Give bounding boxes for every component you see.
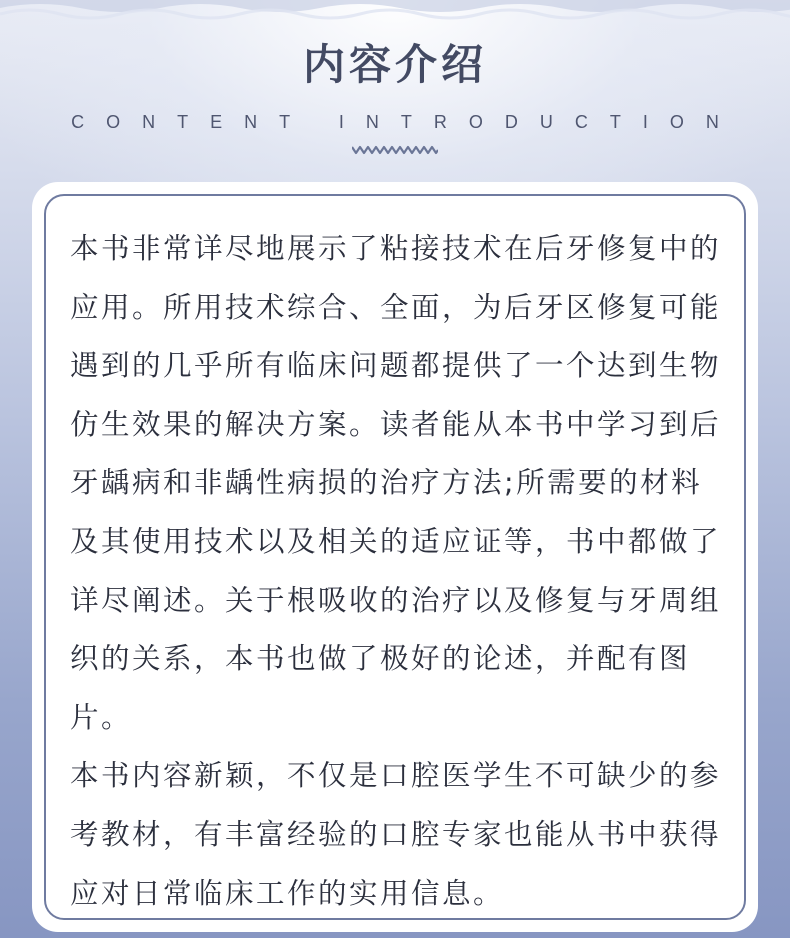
top-wave-decoration bbox=[0, 0, 790, 28]
zigzag-divider bbox=[352, 144, 438, 156]
content-card bbox=[32, 182, 758, 932]
paragraph-2: 本书内容新颖，不仅是口腔医学生不可缺少的参考教材，有丰富经验的口腔专家也能从书中获得应对日常临床工作的实用信息。 bbox=[70, 759, 722, 910]
content-text bbox=[70, 220, 730, 923]
section-subtitle: CONTENT INTRODUCTION bbox=[71, 112, 741, 132]
section-title: 内容介绍 bbox=[302, 40, 487, 89]
paragraph-1: 本书非常详尽地展示了粘接技术在后牙修复中的应用。所用技术综合、全面，为后牙区修复可能遇到的几乎所有临床问题都提供了一个达到生物仿生效果的解决方案。读者能从本书中学习到后牙龋病和非龋性病损的治疗方法;所需要的材料及其使用技术以及相关的适应证等，书中都做了详尽阐述。关于根吸收的治疗以及修复与牙周组织的关系，本书也做了极好的论述，并配有图片。 bbox=[70, 232, 722, 734]
